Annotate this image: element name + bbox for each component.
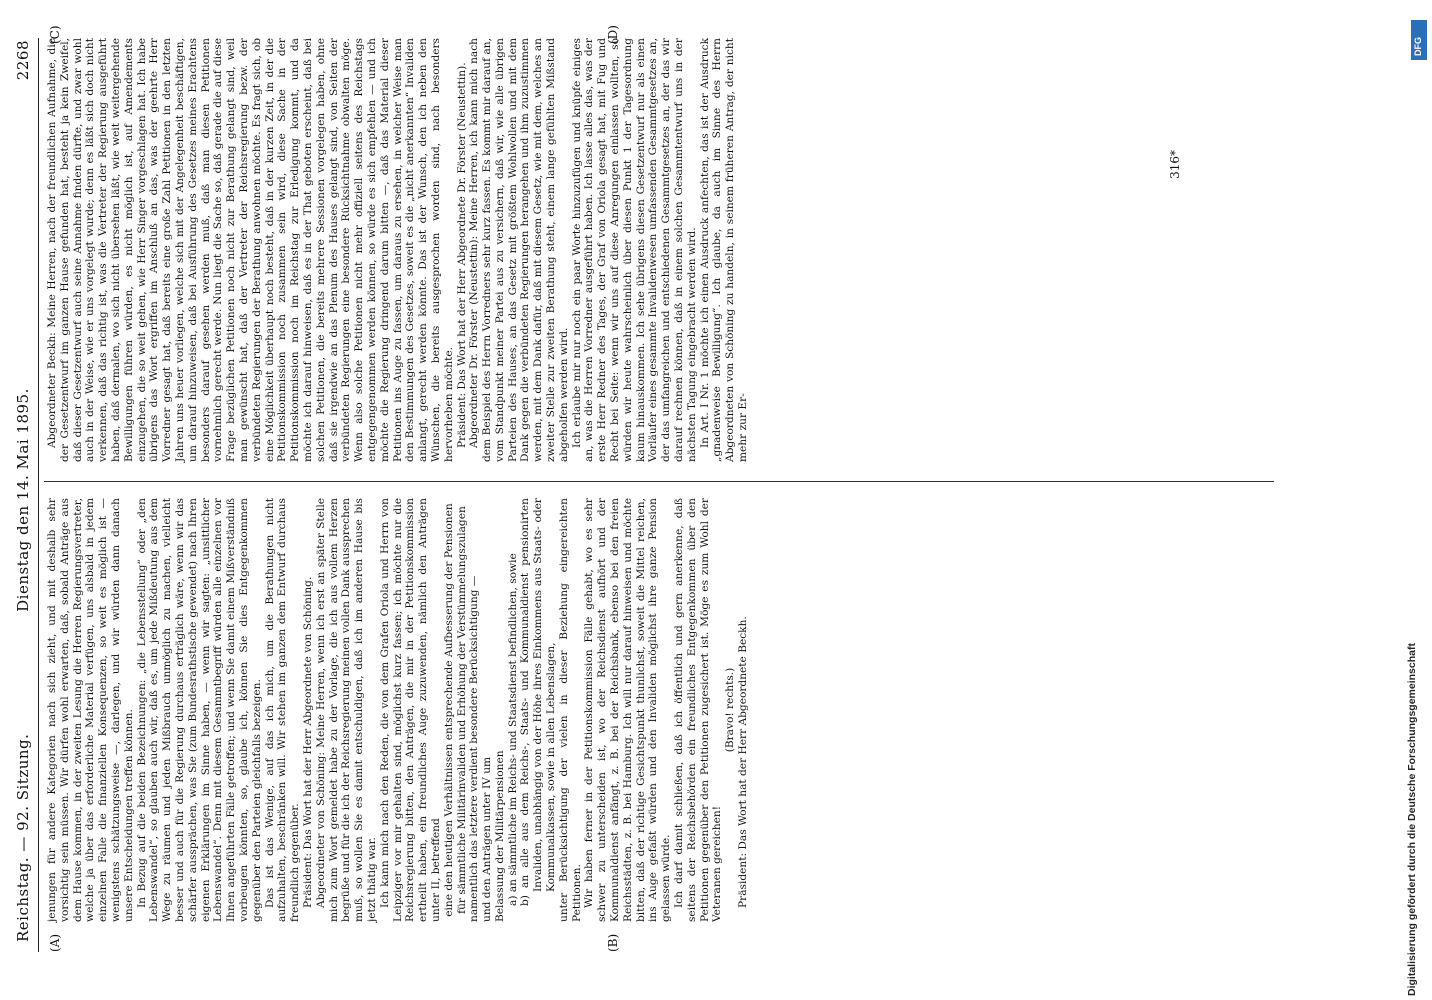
paragraph: Das ist das Wenige, auf das ich mich, um die Berathungen nicht aufzuhalten, beschränken will. Wir stehen im ganzen dem Entwurf durchaus freundlich gegenüber. [263, 498, 302, 922]
running-header-left: Reichstag. — 92. Sitzung. [14, 733, 32, 942]
column-divider [44, 481, 1274, 482]
paragraph: Ich erlaube mir nur noch ein paar Worte hinzuzufügen und knüpfe einiges an, was die Herren Vorredner ausgeführt haben. Ich lasse alles das, was der erste Herr Redner des Tages, der Graf von Oriola gesagt hat, mit Fug und Recht bei Seite: wenn wir uns auf diese Anregungen einlassen wollten, so würden wir heute wahrscheinlich über diesen Punkt 1 der Tagesordnung kaum hinauskommen. Ich sehe übrigens diesen Gesetzentwurf nur als einen Vorläufer eines gesammte Invalidenwesen umfassenden Gesammtgesetzes an, der das umfangreichen und entschiedenen Gesammtgesetzes an, der das wir darauf rechnen können, daß in einem solchen Gesammtentwurf uns in der nächsten Tagung eingebracht werden wird. [570, 38, 698, 462]
digitization-strip [1404, 0, 1432, 1000]
quoted-motion: eine den heutigen Verhältnissen entsprechende Aufbesserung der Pensionen für sämmtliche Militärinvaliden und Erhöhung der Verstümmelungszulagen [442, 503, 468, 917]
dfg-logo: DFG [1411, 20, 1427, 60]
paragraph: jenungen für andere Kategorien nach sich zieht, und mit deshalb sehr vorsichtig sein müssen. Wir dürfen wohl erwarten, daß, sobald Anträge aus dem Hause kommen, in der zweiten Lesung die Herren Regierungsvertreter, welche ja über das erforderliche Material verfügen, uns alsbald in jedem einzelnen Falle die finanziellen Konsequenzen, so weit es möglich ist — wenigstens schätzungsweise —, darlegen, und wir würden dann danach unsere Entscheidungen treffen können. [46, 498, 135, 922]
margin-marker-c: (C) [48, 25, 62, 44]
paragraph: Belassung der Militärpensionen [493, 750, 506, 922]
speaker-paragraph: Präsident: Das Wort hat der Herr Abgeordnete von Schöning. [301, 576, 314, 908]
paragraph: Wir haben ferner in der Petitionskommission Fälle gehabt, wo es sehr schwer zu unterscheiden ist, wo der Reichsdienst aufhört und der Kommunaldienst anfängt, z. B. bei der Reichsbank, ebenso bei den freien Reichsstädten, z. B. bei Hamburg. Ich will nur darauf hinweisen und möchte bitten, daß der richtige Gesichtspunkt thunlichst, soweit die Mittel reichen, ins Auge gefaßt würden und den Invaliden möglichst ihre ganze Pension gelassen würde. [583, 498, 673, 922]
margin-marker-a: (A) [48, 933, 62, 952]
list-item: b) an alle aus dem Reichs-, Staats- und Kommunaldienst pensionirten Invaliden, unabhängig von der Höhe ihres Einkommens aus Staats- oder Kommunalkassen, sowie in allen Lebenslagen, [519, 498, 558, 906]
sheet-signature: 316* [1168, 150, 1182, 179]
left-text-column [46, 498, 750, 922]
margin-marker-b: (B) [606, 933, 620, 952]
paragraph: und den Anträgen unter IV um [481, 756, 494, 922]
running-header-date: Dienstag den 14. Mai 1895. [14, 388, 32, 612]
speaker-paragraph: Abgeordneter Dr. Förster (Neustettin): Meine Herren, ich kann mich nach dem Beispiel des Herrn Vorredners sehr kurz fassen. Es kommt mir darauf an, vom Standpunkt meiner Partei aus zu versichern, daß wir, wie alle übrigen Parteien des Hauses, an das Gesetz mit größtem Wohlwollen und mit dem Dank gegen die verbündeten Regierungen herangehen und ihm zuzustimmen werden, mit dem Dank dafür, daß mit diesem Gesetz, wie mit dem, welches an zweiter Stelle zur zweiten Berathung steht, einem lange gefühlten Mißstand abgeholfen werden wird. [468, 38, 570, 462]
speaker-paragraph: Abgeordneter Beckh: Meine Herren, nach der freundlichen Aufnahme, die der Gesetzentwurf im ganzen Hause gefunden hat, besteht ja kein Zweifel, daß dieser Gesetzentwurf auch seine Annahme finden dürfte, und zwar wohl auch in der Weise, wie er uns vorgelegt wurde; denn es läßt sich doch nicht verkennen, daß das richtig ist, was die Vertreter der Regierung ausgeführt haben, daß dermalen, wo sich nicht übersehen läßt, wie weit weitergehende Bewilligungen führen würden, es nicht möglich ist, auf Amendements einzugehen, die so weit gehen, wie Herr Singer vorgeschlagen hat. Ich habe übrigens das Wort ergriffen im Anschluß an das, was der geehrte Herr Vorredner gesagt hat, daß bereits eine große Zahl Petitionen in den letzten Jahren uns heuer vorliegen, welche sich mit der Angelegenheit beschäftigen, um darauf hinzuweisen, daß bei Ausführung des Gesetzes meines Erachtens besonders darauf gesehen werden muß, daß man diesen Petitionen vornehmlich gerecht werde. Nun liegt die Sache so, daß gerade die auf diese Frage bezüglichen Petitionen noch nicht zur Berathung gelangt sind, weil man gewünscht hat, daß der Vertreter der Reichsregierung bezw. der verbündeten Regierungen der Berathung anwohnen möchte. Es fragt sich, ob eine Möglichkeit überhaupt noch besteht, daß in der kurzen Zeit, in der die Petitionskommission noch zusammen sein wird, diese Sache in der Petitionskommission noch im Reichstag zur Erledigung kommt, und da möchte ich darauf hinweisen, daß es in der That geboten erscheint, daß bei solchen Petitionen, die bereits mehrere Sessionen vorgelegen haben, ohne daß sie irgendwie an das Plenum des Hauses gelangt sind, von Seiten der verbündeten Regierungen eine besondere Rücksichtnahme obwalten möge. Wenn also solche Petitionen nicht mehr offiziell seitens des Reichstags entgegengenommen werden können, so würde es sich empfehlen — und ich möchte die Regierung dringend darum bitten —, daß das Material dieser Petitionen ins Auge zu fassen, um daraus zu ersehen, in welcher Weise man den Bestimmungen des Gesetzes, soweit es die „nicht anerkannten“ Invaliden anlangt, gerecht werden könnte. Das ist der Wunsch, den ich neben den Wünschen, die bereits ausgesprochen worden sind, nach besonders hervorheben möchte. [46, 38, 455, 462]
list-item: a) an sämmtliche im Reichs- und Staatsdienst befindlichen, sowie [506, 553, 519, 906]
paragraph: namentlich das letztere verdient besondere Berücksichtigung — [468, 575, 481, 922]
margin-marker-d: (D) [606, 25, 620, 44]
right-text-column [46, 38, 750, 462]
paragraph: In Bezug auf die beiden Bezeichnungen: „die Lebensstellung“ oder „den Lebenswandel“, so glauben auch wir, daß es, um jede Mißdeutung aus dem Wege zu räumen und jeden Mißbrauch unmöglich zu machen, vielleicht besser und auch für die Regierung durchaus erträglich wäre, wenn wir das schärfer aussprächen, was Sie (zum Bundesrathstische gewendet) nach Ihren eigenen Erklärungen im Sinne haben, — wenn wir sagten: „unsittlicher Lebenswandel“. Denn mit diesem Gesammtbegriff würden alle einzelnen vor Ihnen angeführten Fälle getroffen; und wenn Sie damit einem Mißverständniß vorbeugen könnten, so, glaube ich, können Sie dies Entgegenkommen gegenüber den Parteien gleichfalls bezeigen. [135, 498, 263, 922]
paragraph: Ich darf damit schließen, daß ich öffentlich und gern anerkenne, daß seitens der Reichsbehörden ein freundliches Entgegenkommen über den Petitionen gegenüber den Petitionen zugesichert ist. Möge es zum Wohl der Veteranen gereichen! [673, 498, 724, 922]
speaker-paragraph: Präsident: Das Wort hat der Herr Abgeordnete Beckh. [737, 616, 750, 908]
paragraph: Ich kann mich nach den Reden, die von dem Grafen Oriola und Herrn von Leipziger vor mir gehalten sind, möglichst kurz fassen; ich möchte nur die Reichsregierung bitten, den Anträgen, die mir in der Petitionskommission ertheilt haben, ein freundliches Auge zuzuwenden, nämlich den Anträgen unter II, betreffend [378, 498, 442, 922]
speaker-paragraph: Präsident: Das Wort hat der Herr Abgeordnete Dr. Förster (Neustettin). [455, 62, 468, 448]
digitization-credit: Digitalisierung gefördert durch die Deutsche Forschungsgemeinschaft [1406, 643, 1418, 996]
paragraph: In Art. I Nr. 1 möchte ich einen Ausdruck anfechten, das ist der Ausdruck „gnadenweise Bewilligung“. Ich glaube, da auch im Sinne des Herrn Abgeordneten von Schöning zu handeln, in seinem früheren Antrag, der nicht mehr zur Er- [698, 38, 750, 462]
interjection: (Bravo! rechts.) [724, 667, 737, 753]
page-number: 2268 [14, 40, 32, 81]
speaker-paragraph: Abgeordneter von Schöning: Meine Herren, wenn ich erst an später Stelle mich zum Wort gemeldet habe zu der Vorlage, die ich aus vollem Herzen begrüße und für die ich der Reichsregierung meinen vollen Dank aussprechen muß, so wollen Sie es damit entschuldigen, daß ich im anderen Hause bis jetzt thätig war. [314, 498, 378, 922]
header-rule [38, 38, 39, 952]
paragraph: unter Berücksichtigung der vielen in dieser Beziehung eingereichten Petitionen. [557, 498, 583, 922]
